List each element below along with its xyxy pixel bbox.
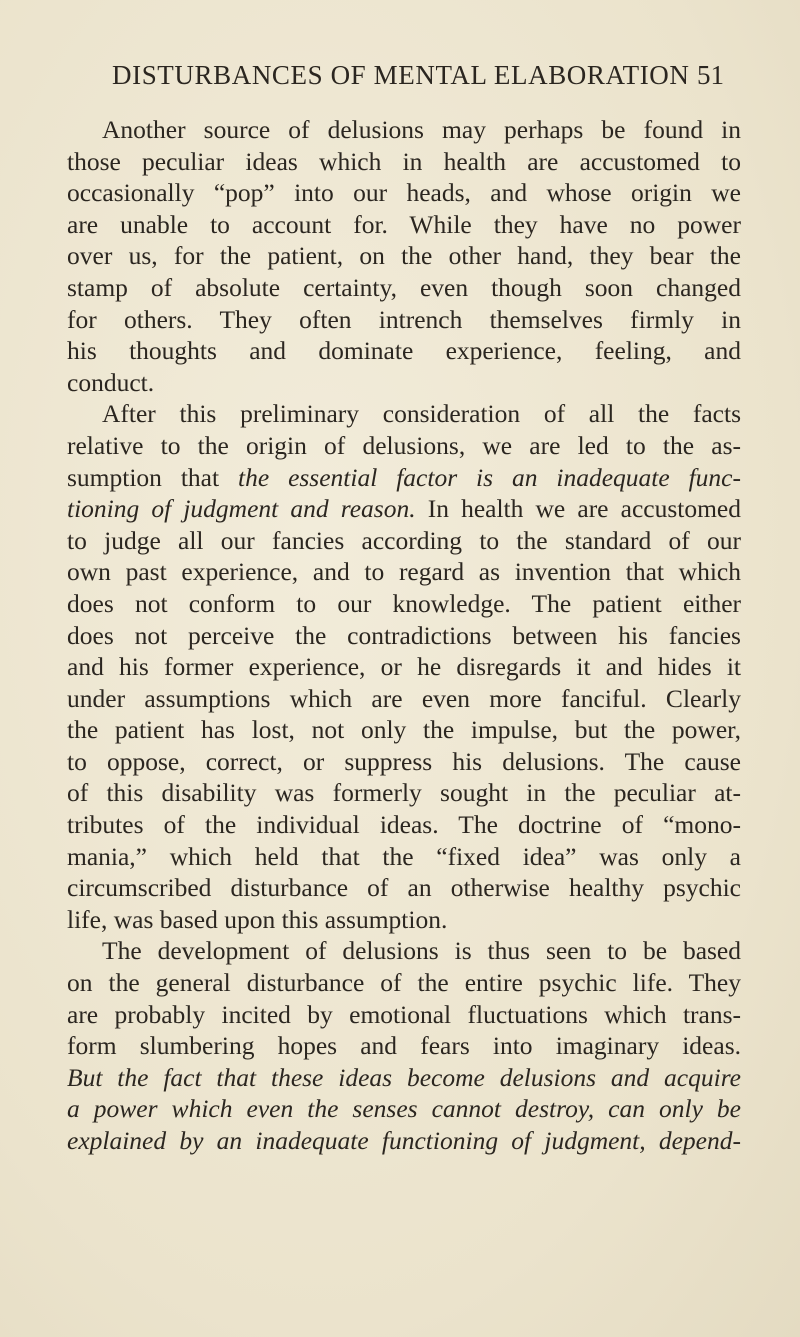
text-line bbox=[67, 240, 741, 272]
text-run: of this disability was formerly sought in the peculiar at- bbox=[67, 778, 741, 808]
text-run: does not conform to our knowledge. The patient either bbox=[67, 588, 741, 618]
text-run: relative to the origin of delusions, we are led to the as- bbox=[67, 430, 741, 460]
text-run: on the general disturbance of the entire psychic life. They bbox=[67, 968, 741, 998]
text-run: mania,” which held that the “fixed idea” was only a bbox=[67, 841, 741, 871]
text-run: are probably incited by emotional fluctuations which trans- bbox=[67, 999, 741, 1029]
text-line bbox=[67, 683, 741, 715]
text-line bbox=[67, 841, 741, 873]
text-run: and his former experience, or he disregards it and hides it bbox=[67, 652, 741, 682]
italic-text: the essential factor is an inadequate func- bbox=[238, 462, 741, 492]
text-run: stamp of absolute certainty, even though soon changed bbox=[67, 272, 741, 302]
text-line bbox=[67, 177, 741, 209]
text-run: own past experience, and to regard as invention that which bbox=[67, 557, 741, 587]
text-line bbox=[67, 1030, 741, 1062]
text-run: form slumbering hopes and fears into imaginary ideas. bbox=[67, 1031, 741, 1061]
italic-text: But the fact that these ideas become delusions and acquire bbox=[67, 1062, 741, 1092]
text-line bbox=[67, 935, 741, 967]
text-run: the patient has lost, not only the impulse, but the power, bbox=[67, 715, 741, 745]
text-run: After this preliminary consideration of all the facts bbox=[102, 399, 741, 429]
text-run: does not perceive the contradictions between his fancies bbox=[67, 620, 741, 650]
text-line bbox=[67, 904, 741, 936]
text-run: occasionally “pop” into our heads, and whose origin we bbox=[67, 178, 741, 208]
text-run: for others. They often intrench themselves firmly in bbox=[67, 304, 741, 334]
text-run: In health we are accustomed bbox=[415, 494, 741, 524]
text-line bbox=[67, 588, 741, 620]
text-line bbox=[67, 493, 741, 525]
text-line bbox=[67, 999, 741, 1031]
italic-text: a power which even the senses cannot destroy, can only be bbox=[67, 1094, 741, 1124]
text-line bbox=[67, 272, 741, 304]
text-line bbox=[67, 462, 741, 494]
text-line bbox=[67, 809, 741, 841]
text-run: circumscribed disturbance of an otherwise healthy psychic bbox=[67, 873, 741, 903]
text-run: his thoughts and dominate experience, feeling, and bbox=[67, 336, 741, 366]
text-line bbox=[67, 525, 741, 557]
text-line bbox=[67, 651, 741, 683]
text-line bbox=[67, 114, 741, 146]
text-run: to oppose, correct, or suppress his delusions. The cause bbox=[67, 746, 741, 776]
text-line bbox=[67, 304, 741, 336]
text-line bbox=[67, 967, 741, 999]
text-line bbox=[67, 777, 741, 809]
text-line bbox=[67, 1062, 741, 1094]
text-run: life, was based upon this assumption. bbox=[67, 904, 448, 934]
text-line bbox=[67, 430, 741, 462]
text-run: those peculiar ideas which in health are accustomed to bbox=[67, 146, 741, 176]
text-run: The development of delusions is thus seen to be based bbox=[102, 936, 741, 966]
italic-text: explained by an inadequate functioning of judgment, depend- bbox=[67, 1126, 741, 1155]
text-run: over us, for the patient, on the other hand, they bear the bbox=[67, 241, 741, 271]
text-run: to judge all our fancies according to the standard of our bbox=[67, 525, 741, 555]
text-run: under assumptions which are even more fanciful. Clearly bbox=[67, 683, 741, 713]
text-line bbox=[67, 209, 741, 241]
body-text bbox=[67, 114, 741, 1157]
text-line bbox=[67, 620, 741, 652]
text-run: conduct. bbox=[67, 367, 155, 397]
page-header bbox=[112, 60, 724, 96]
text-line bbox=[67, 872, 741, 904]
text-line bbox=[67, 146, 741, 178]
text-line bbox=[67, 1125, 741, 1157]
text-line bbox=[67, 335, 741, 367]
text-run: are unable to account for. While they have no power bbox=[67, 209, 741, 239]
italic-text: tioning of judgment and reason. bbox=[67, 494, 416, 524]
text-line bbox=[67, 1093, 741, 1125]
text-line bbox=[67, 398, 741, 430]
text-run: sumption that bbox=[67, 462, 238, 492]
text-line bbox=[67, 556, 741, 588]
text-run: tributes of the individual ideas. The doctrine of “mono- bbox=[67, 810, 741, 840]
text-line bbox=[67, 367, 741, 399]
text-line bbox=[67, 746, 741, 778]
text-run: Another source of delusions may perhaps be found in bbox=[102, 115, 741, 144]
running-head: DISTURBANCES OF MENTAL ELABORATION bbox=[112, 60, 690, 90]
text-line bbox=[67, 714, 741, 746]
page-number: 51 bbox=[697, 60, 724, 90]
